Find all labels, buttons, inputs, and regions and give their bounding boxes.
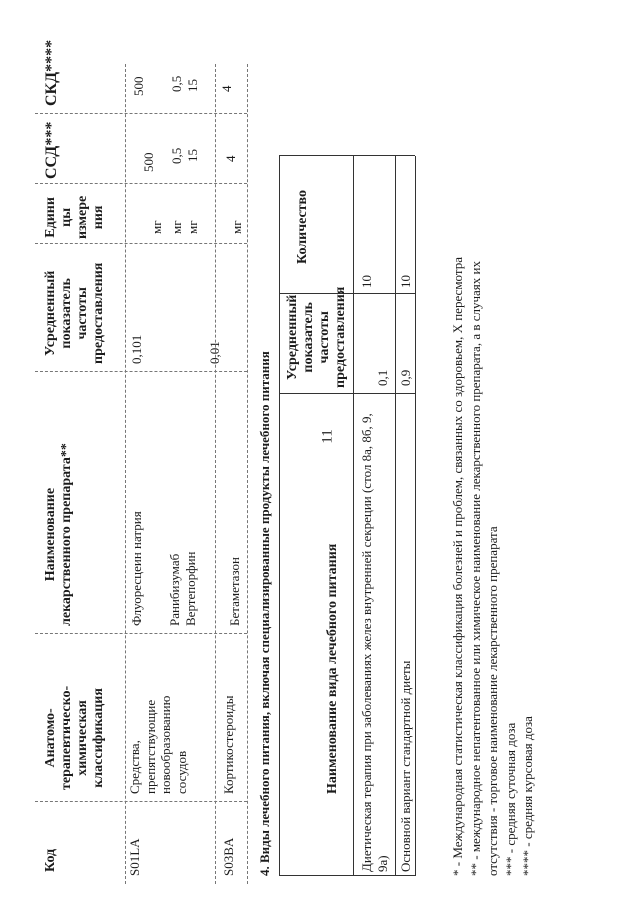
column-divider [35, 113, 247, 114]
drug-skd: 0,5 [169, 75, 184, 92]
footnote: *** - средняя суточная доза [502, 722, 518, 876]
column-divider [35, 183, 247, 184]
drug-unit: мг [149, 220, 164, 234]
header-drug-name: Наименование лекарственного препарата** [43, 443, 75, 626]
header-unit: Едини цы измере ния [43, 195, 107, 239]
table-border [415, 156, 416, 876]
nutrition-row-name: Диетическая терапия при заболеваниях желез внутренней секреции (стол 8а, 8б, 9, 9а) [359, 413, 390, 872]
nutrition-row-frequency: 0,9 [398, 369, 413, 386]
drug-name: Вертепорфин [183, 551, 198, 626]
column-divider [35, 633, 247, 634]
footnotes [449, 257, 537, 876]
rotated-page-content [35, 24, 595, 884]
section-title: 4. Виды лечебного питания, включая специализированные продукты лечебного питания [257, 351, 272, 876]
table-border [279, 155, 415, 156]
row-divider [125, 64, 126, 884]
nutrition-row-quantity: 10 [359, 275, 374, 288]
header-code: Код [43, 848, 58, 872]
row1-atc: Средства, препятствующие новообразованию сосудов [127, 695, 189, 794]
nutrition-row-frequency: 0,1 [375, 369, 390, 386]
header-skd: СКД**** [43, 39, 60, 106]
drug-skd: 500 [131, 76, 146, 96]
footnote: ** - международное непатентованное или химическое наименование лекарственного препарата, а в случаях их [467, 261, 483, 876]
drug-unit: мг [169, 220, 184, 234]
drug-name: Ранибизумаб [167, 553, 182, 626]
nutrition-header-quantity: Количество [295, 189, 310, 264]
page-number: 11 [319, 429, 336, 444]
footnote: * - Международная статистическая классификация болезней и проблем, связанных со здоровьем, X пересмотра [450, 257, 465, 876]
drug-name: Бетаметазон [227, 557, 242, 626]
table-border [353, 156, 354, 876]
row2-code: S03BA [221, 837, 236, 876]
header-frequency: Усредненный показатель частоты предоставления [43, 262, 107, 364]
table-border [279, 156, 280, 876]
drug-ssd: 500 [141, 152, 156, 172]
row-divider [247, 64, 248, 884]
row2-frequency: 0,01 [207, 341, 222, 364]
drug-skd: 15 [185, 79, 200, 92]
drug-ssd: 15 [185, 149, 200, 162]
footnote: **** - средняя курсовая доза [520, 716, 536, 876]
header-ssd: ССД*** [43, 121, 60, 179]
footnote: отсутствия - торговое наименование лекарственного препарата [485, 526, 501, 876]
nutrition-header-frequency: Усредненный показатель частоты предоставления [285, 286, 349, 388]
nutrition-row-name: Основной вариант стандартной диеты [398, 660, 413, 872]
column-divider [35, 243, 247, 244]
table-border [395, 156, 396, 876]
column-divider [35, 801, 247, 802]
drug-unit: мг [229, 220, 244, 234]
row-divider [215, 64, 216, 884]
drug-ssd: 4 [223, 155, 238, 162]
column-divider [35, 371, 247, 372]
row1-code: S01LA [127, 838, 142, 876]
drug-skd: 4 [219, 85, 234, 92]
drug-name: Флуоресцеин натрия [129, 511, 144, 626]
row2-atc: Кортикостероиды [221, 695, 236, 794]
header-atc: Анатомо- терапевтическо- химическая классификация [43, 685, 107, 790]
drug-ssd: 0,5 [169, 147, 184, 164]
nutrition-header-name: Наименование вида лечебного питания [325, 543, 340, 794]
nutrition-row-quantity: 10 [398, 275, 413, 288]
table-border [279, 393, 415, 394]
table-border [279, 875, 415, 876]
drug-unit: мг [185, 220, 200, 234]
row1-frequency: 0,101 [129, 334, 144, 364]
